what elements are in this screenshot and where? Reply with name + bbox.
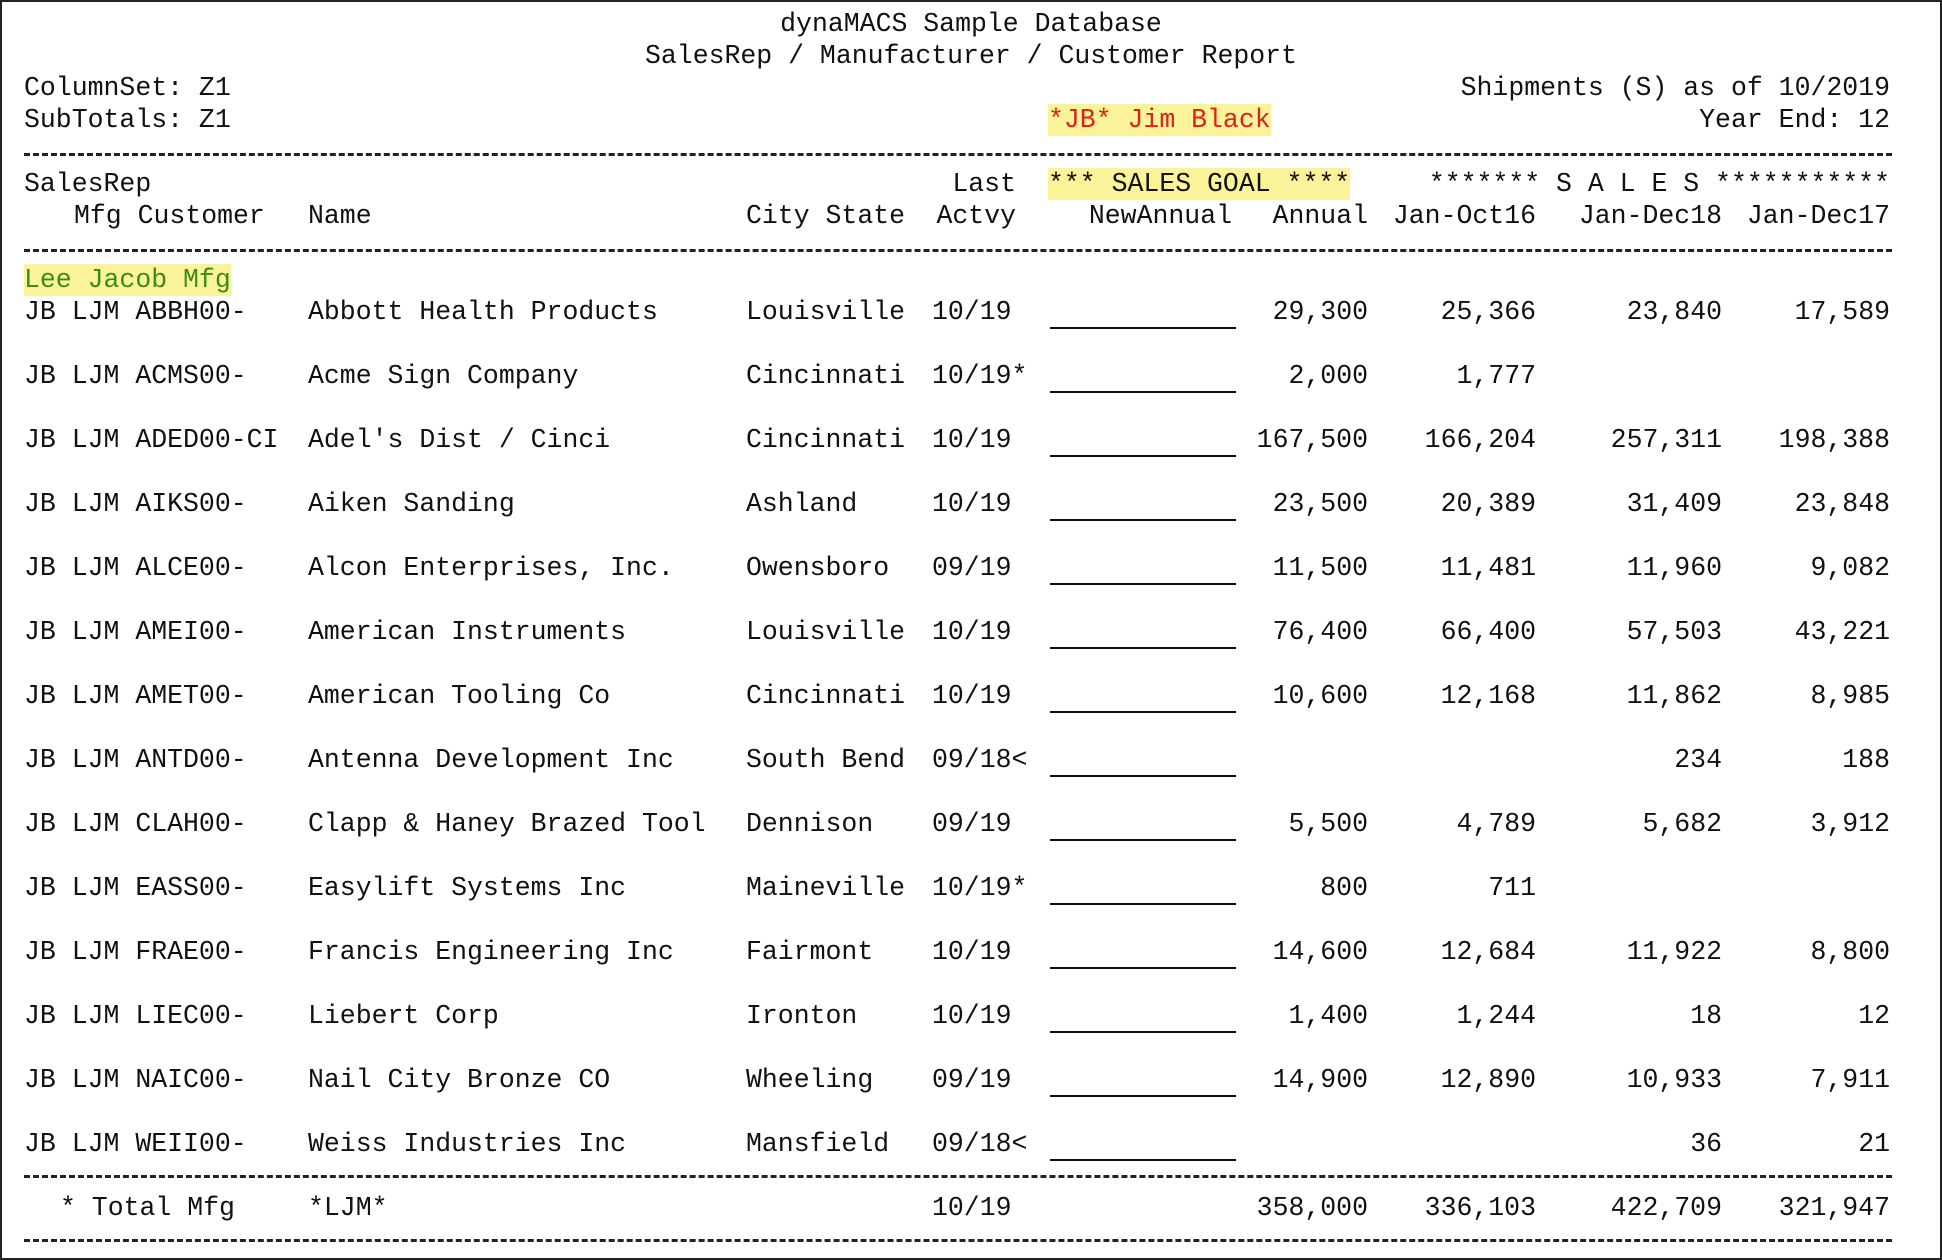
row-code: JB LJM ACMS00- — [24, 361, 247, 391]
columns-divider — [24, 249, 1892, 252]
row-jan-dec18: 18 — [1690, 1001, 1722, 1031]
row-jan-dec18: 36 — [1690, 1129, 1722, 1159]
row-last-activity: 10/19 — [932, 937, 1012, 967]
salesrep-tag: *JB* Jim Black — [1048, 105, 1271, 135]
row-annual: 14,600 — [1272, 937, 1368, 967]
row-last-activity: 10/19 — [932, 489, 1012, 519]
total-label: * Total Mfg — [60, 1193, 235, 1223]
row-annual: 11,500 — [1272, 553, 1368, 583]
row-annual: 5,500 — [1288, 809, 1368, 839]
total-jan-dec17: 321,947 — [1778, 1193, 1890, 1223]
row-jan-dec17: 8,800 — [1810, 937, 1890, 967]
row-code: JB LJM AMET00- — [24, 681, 247, 711]
row-jan-dec18: 257,311 — [1610, 425, 1722, 455]
total-mfg: *LJM* — [308, 1193, 388, 1223]
row-jan-dec17: 9,082 — [1810, 553, 1890, 583]
row-name: Easylift Systems Inc — [308, 873, 627, 903]
row-jan-dec17: 21 — [1858, 1129, 1890, 1159]
row-last-activity: 10/19 — [932, 425, 1012, 455]
row-jan-oct16: 20,389 — [1440, 489, 1536, 519]
row-name: Alcon Enterprises, Inc. — [308, 553, 674, 583]
row-name: Aiken Sanding — [308, 489, 515, 519]
total-last: 10/19 — [932, 1193, 1012, 1223]
row-last-activity: 10/19* — [932, 361, 1028, 391]
row-last-activity: 10/19* — [932, 873, 1028, 903]
col-name: Name — [308, 201, 372, 231]
row-last-activity: 09/19 — [932, 809, 1012, 839]
row-jan-dec18: 57,503 — [1626, 617, 1722, 647]
row-jan-dec18: 234 — [1674, 745, 1722, 775]
row-jan-oct16: 12,168 — [1440, 681, 1536, 711]
total-annual: 358,000 — [1256, 1193, 1368, 1223]
row-code: JB LJM AIKS00- — [24, 489, 247, 519]
col-actvy: Actvy — [936, 201, 1016, 231]
row-jan-oct16: 25,366 — [1440, 297, 1536, 327]
row-annual: 2,000 — [1288, 361, 1368, 391]
row-jan-dec18: 23,840 — [1626, 297, 1722, 327]
row-city: Cincinnati — [746, 425, 906, 455]
row-code: JB LJM AMEI00- — [24, 617, 247, 647]
row-city: Dennison — [746, 809, 874, 839]
row-jan-oct16: 1,777 — [1456, 361, 1536, 391]
new-annual-goal-field — [1050, 1159, 1236, 1161]
row-name: Liebert Corp — [308, 1001, 499, 1031]
row-code: JB LJM ALCE00- — [24, 553, 247, 583]
row-jan-dec17: 188 — [1842, 745, 1890, 775]
row-code: JB LJM EASS00- — [24, 873, 247, 903]
row-jan-dec18: 11,862 — [1626, 681, 1722, 711]
row-code: JB LJM NAIC00- — [24, 1065, 247, 1095]
row-code: JB LJM ANTD00- — [24, 745, 247, 775]
row-jan-dec18: 10,933 — [1626, 1065, 1722, 1095]
columnset-label: ColumnSet: Z1 — [24, 73, 231, 103]
row-jan-dec17: 7,911 — [1810, 1065, 1890, 1095]
row-code: JB LJM LIEC00- — [24, 1001, 247, 1031]
row-jan-oct16: 66,400 — [1440, 617, 1536, 647]
report-title: dynaMACS Sample Database — [780, 9, 1162, 39]
row-jan-dec17: 12 — [1858, 1001, 1890, 1031]
new-annual-goal-field — [1050, 647, 1236, 649]
row-name: Weiss Industries Inc — [308, 1129, 627, 1159]
row-jan-oct16: 12,684 — [1440, 937, 1536, 967]
row-jan-oct16: 11,481 — [1440, 553, 1536, 583]
col-jan-dec17: Jan-Dec17 — [1746, 201, 1890, 231]
row-jan-dec17: 8,985 — [1810, 681, 1890, 711]
col-annual: Annual — [1272, 201, 1368, 231]
row-last-activity: 09/18< — [932, 1129, 1028, 1159]
new-annual-goal-field — [1050, 903, 1236, 905]
row-jan-dec17: 17,589 — [1794, 297, 1890, 327]
col-jan-oct16: Jan-Oct16 — [1392, 201, 1536, 231]
row-annual: 14,900 — [1272, 1065, 1368, 1095]
row-jan-dec17: 43,221 — [1794, 617, 1890, 647]
row-annual: 167,500 — [1256, 425, 1368, 455]
row-last-activity: 09/19 — [932, 1065, 1012, 1095]
row-jan-dec17: 3,912 — [1810, 809, 1890, 839]
row-last-activity: 10/19 — [932, 297, 1012, 327]
row-city: Cincinnati — [746, 361, 906, 391]
new-annual-goal-field — [1050, 455, 1236, 457]
sales-goal-banner: *** SALES GOAL **** — [1048, 169, 1351, 199]
row-annual: 29,300 — [1272, 297, 1368, 327]
row-code: JB LJM WEII00- — [24, 1129, 247, 1159]
row-code: JB LJM ABBH00- — [24, 297, 247, 327]
row-jan-dec18: 11,922 — [1626, 937, 1722, 967]
new-annual-goal-field — [1050, 711, 1236, 713]
footer-divider — [24, 1239, 1892, 1242]
row-code: JB LJM FRAE00- — [24, 937, 247, 967]
row-name: Adel's Dist / Cinci — [308, 425, 611, 455]
new-annual-goal-field — [1050, 583, 1236, 585]
row-code: JB LJM CLAH00- — [24, 809, 247, 839]
row-last-activity: 09/19 — [932, 553, 1012, 583]
new-annual-goal-field — [1050, 1031, 1236, 1033]
row-name: Nail City Bronze CO — [308, 1065, 611, 1095]
col-new-annual: NewAnnual — [1088, 201, 1232, 231]
total-jan-oct16: 336,103 — [1424, 1193, 1536, 1223]
row-name: Clapp & Haney Brazed Tool — [308, 809, 706, 839]
row-jan-dec18: 5,682 — [1642, 809, 1722, 839]
row-city: Wheeling — [746, 1065, 874, 1095]
row-last-activity: 10/19 — [932, 617, 1012, 647]
row-last-activity: 10/19 — [932, 681, 1012, 711]
sales-banner: ******* S A L E S *********** — [1428, 169, 1890, 199]
col-jan-dec18: Jan-Dec18 — [1578, 201, 1722, 231]
new-annual-goal-field — [1050, 839, 1236, 841]
new-annual-goal-field — [1050, 967, 1236, 969]
row-jan-oct16: 166,204 — [1424, 425, 1536, 455]
row-jan-oct16: 711 — [1488, 873, 1536, 903]
col-mfg-customer: Mfg Customer — [74, 201, 265, 231]
report-subtitle: SalesRep / Manufacturer / Customer Report — [644, 41, 1297, 71]
subtotals-label: SubTotals: Z1 — [24, 105, 231, 135]
row-name: Acme Sign Company — [308, 361, 579, 391]
total-jan-dec18: 422,709 — [1610, 1193, 1722, 1223]
row-name: Abbott Health Products — [308, 297, 658, 327]
row-jan-oct16: 4,789 — [1456, 809, 1536, 839]
row-city: Ironton — [746, 1001, 858, 1031]
row-city: Louisville — [746, 297, 906, 327]
row-jan-oct16: 12,890 — [1440, 1065, 1536, 1095]
row-city: South Bend — [746, 745, 906, 775]
row-city: Louisville — [746, 617, 906, 647]
row-annual: 10,600 — [1272, 681, 1368, 711]
row-jan-dec17: 23,848 — [1794, 489, 1890, 519]
row-name: Francis Engineering Inc — [308, 937, 674, 967]
row-city: Mansfield — [746, 1129, 890, 1159]
row-city: Owensboro — [746, 553, 890, 583]
col-salesrep: SalesRep — [24, 169, 152, 199]
row-jan-dec18: 31,409 — [1626, 489, 1722, 519]
new-annual-goal-field — [1050, 327, 1236, 329]
new-annual-goal-field — [1050, 1095, 1236, 1097]
shipments-label: Shipments (S) as of 10/2019 — [1460, 73, 1890, 103]
row-city: Cincinnati — [746, 681, 906, 711]
group-label: Lee Jacob Mfg — [24, 265, 231, 295]
row-name: American Tooling Co — [308, 681, 611, 711]
new-annual-goal-field — [1050, 391, 1236, 393]
row-last-activity: 10/19 — [932, 1001, 1012, 1031]
row-city: Fairmont — [746, 937, 874, 967]
row-name: Antenna Development Inc — [308, 745, 674, 775]
row-city: Maineville — [746, 873, 906, 903]
row-annual: 76,400 — [1272, 617, 1368, 647]
row-name: American Instruments — [308, 617, 627, 647]
row-code: JB LJM ADED00-CI — [24, 425, 279, 455]
row-annual: 800 — [1320, 873, 1368, 903]
row-last-activity: 09/18< — [932, 745, 1028, 775]
row-annual: 1,400 — [1288, 1001, 1368, 1031]
new-annual-goal-field — [1050, 519, 1236, 521]
total-divider — [24, 1175, 1892, 1178]
row-annual: 23,500 — [1272, 489, 1368, 519]
row-jan-dec18: 11,960 — [1626, 553, 1722, 583]
new-annual-goal-field — [1050, 775, 1236, 777]
header-divider — [24, 153, 1892, 156]
row-jan-oct16: 1,244 — [1456, 1001, 1536, 1031]
col-last: Last — [952, 169, 1016, 199]
row-city: Ashland — [746, 489, 858, 519]
row-jan-dec17: 198,388 — [1778, 425, 1890, 455]
year-end-label: Year End: 12 — [1699, 105, 1890, 135]
col-city-state: City State — [746, 201, 906, 231]
